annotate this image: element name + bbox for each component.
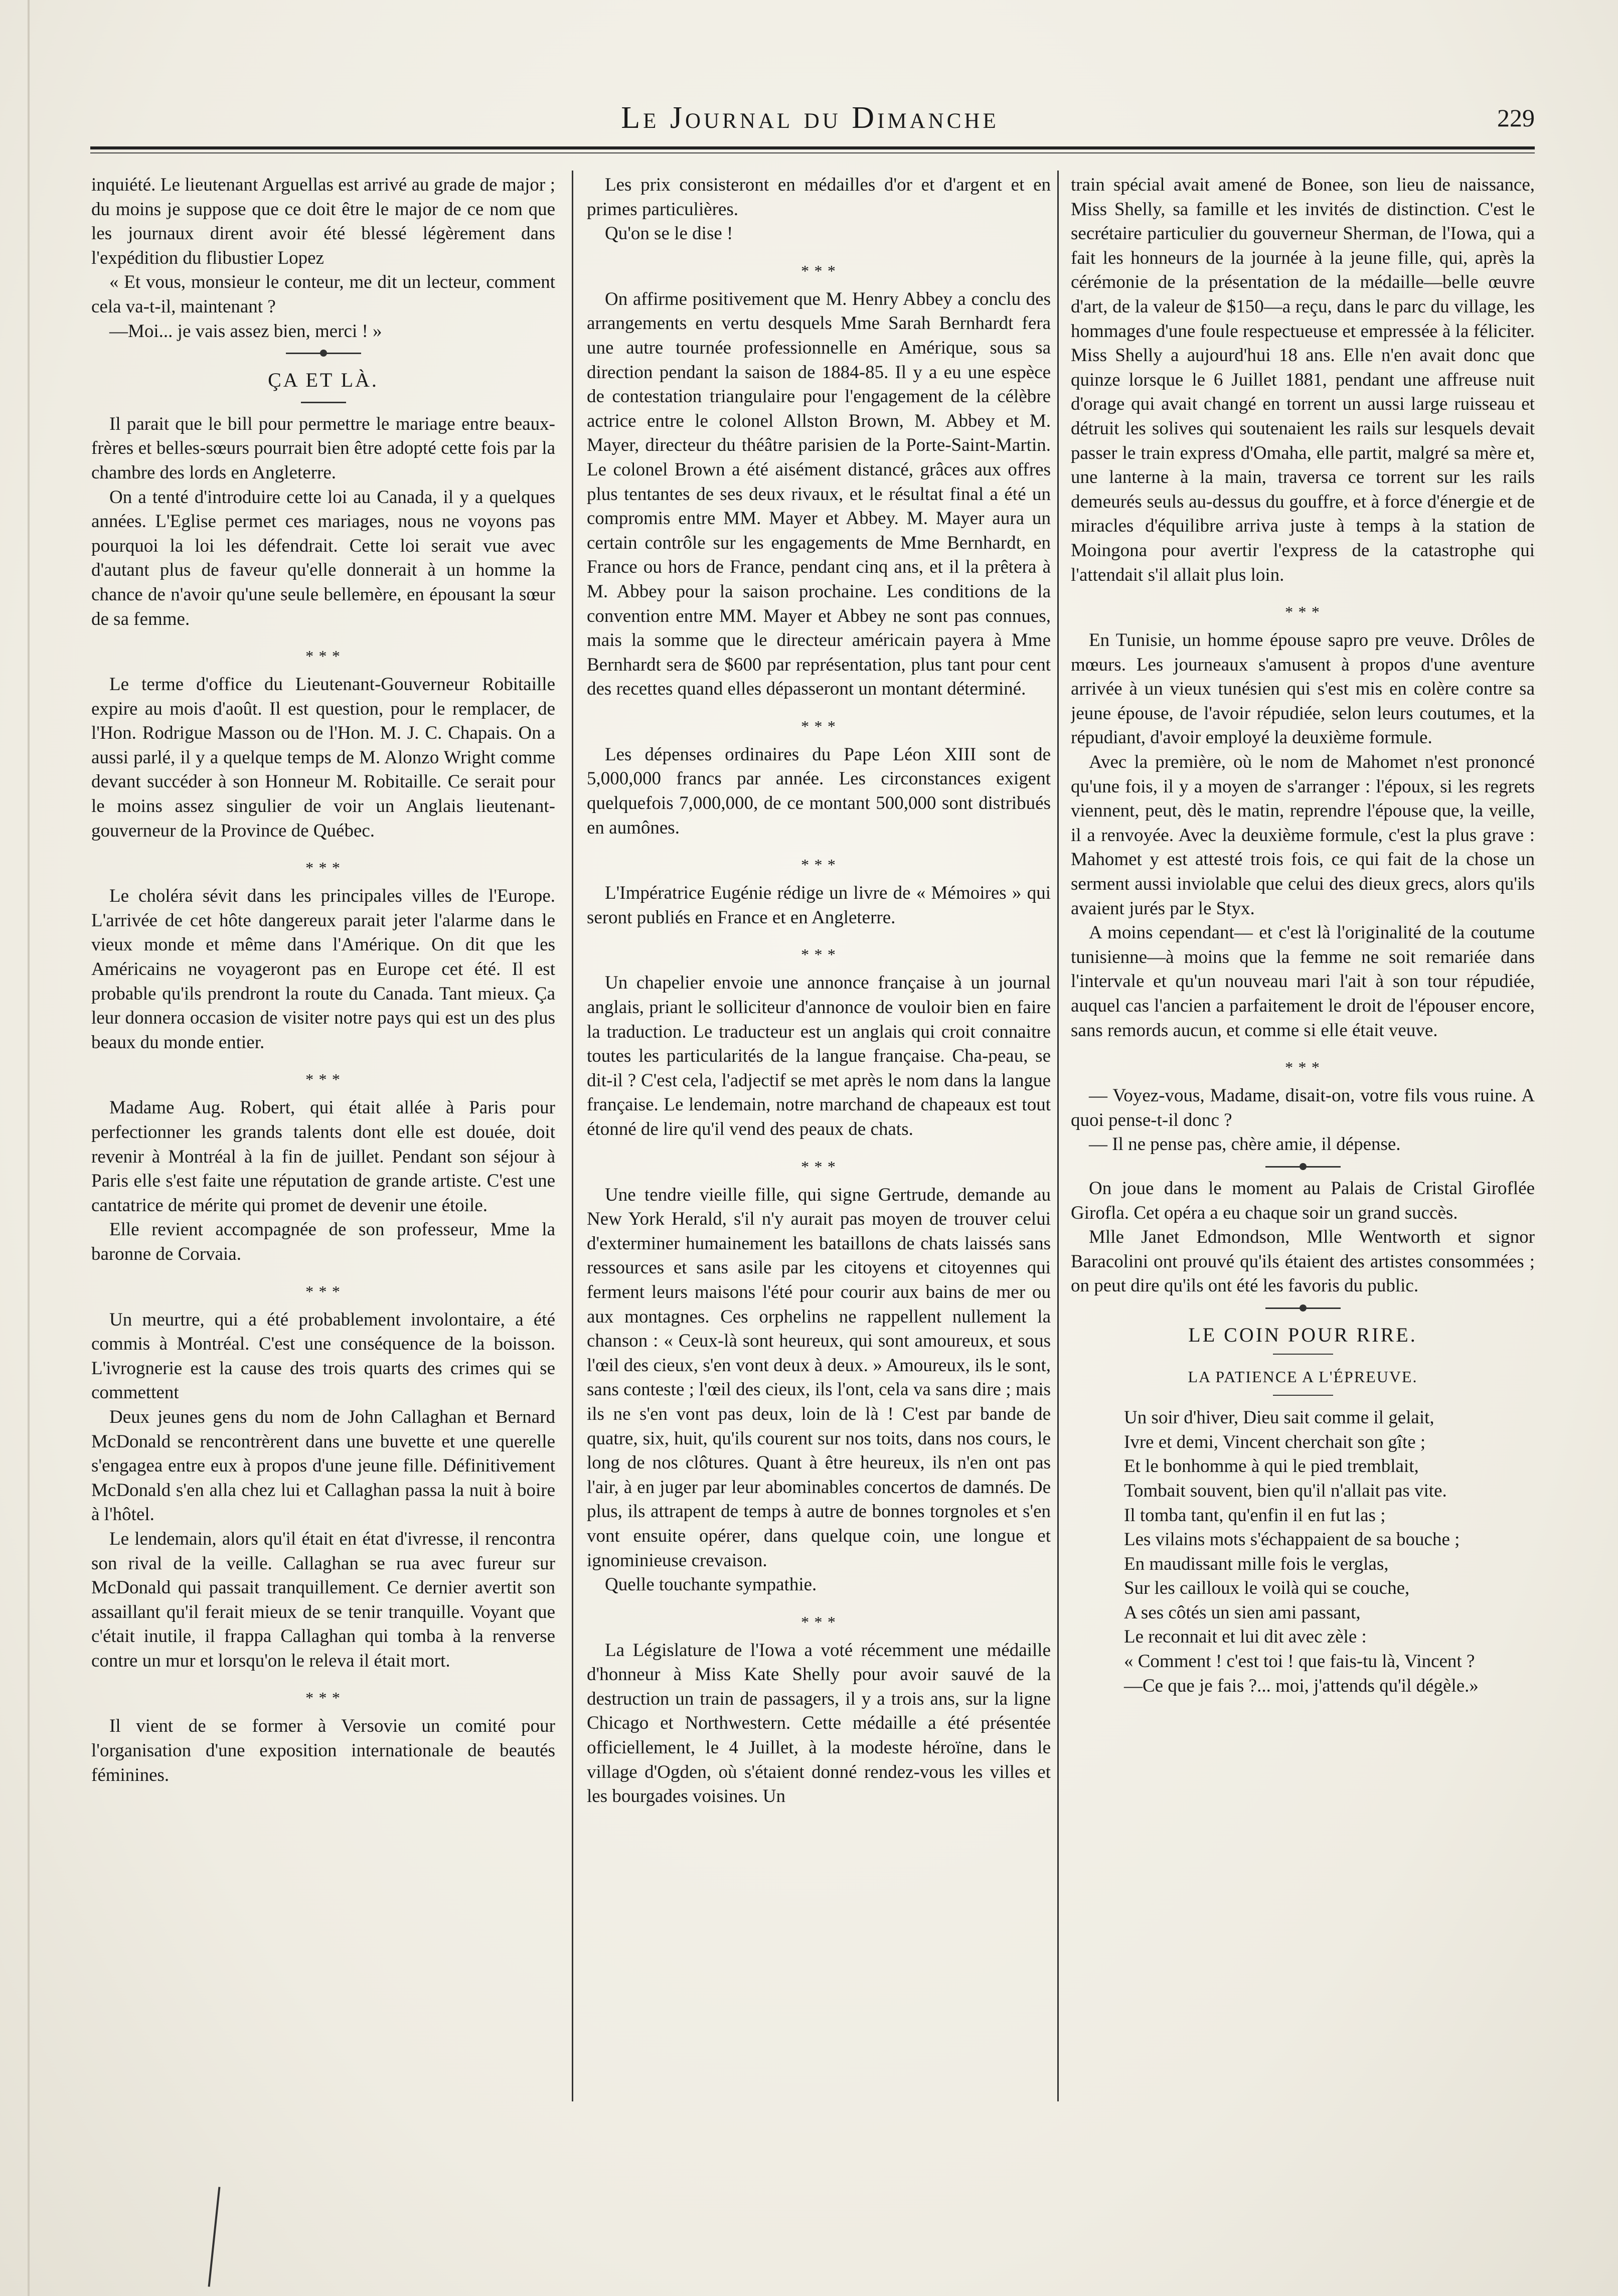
article-paragraph: Madame Aug. Robert, qui était allée à Paris pour perfectionner les grands talents dont elle est douée, doit revenir à Montréal à la fin de juillet. Pendant son séjour à Paris elle s'est faite une réputation de grande artiste. C'est une cantatrice de mérite qui promet de devenir une étoile. [91,1097,555,1216]
header-rule-thin [90,152,1535,153]
article-paragraph: Une tendre vieille fille, qui signe Gertrude, demande au New York Herald, s'il n'y aurait pas moyen de trouver celui d'exterminer humainement les bataillons de chats laissés sans ressources et sans asile par les citoyens et citoyennes qui ferment leurs maisons l'été pour courir aux bains de mer ou aux montagnes. Ces orphelins ne rappellent nullement la chanson : « Ceux-là sont heureux, qui sont amoureux, et sous l'œil des cieux, s'en vont deux à deux. » Amoureux, ils le sont, sans conteste ; l'œil des cieux, ils l'ont, cela va sans dire ; mais ils ne s'en vont pas deux, loin de là ! C'est par bande de quatre, six, huit, qu'ils courent sur nos toits, dans nos cours, le long de nos clôtures. Quant à être heureux, ils n'en ont pas l'air, à en juger par leur abominables concertos de damnés. De plus, ils attrapent de temps à autre de bonnes torgnoles et s'en vont ensuite opérer, dans quelque coin, une longue et ignominieuse crevaison. [587,1184,1051,1571]
asterism: * * * [801,945,837,964]
journal-title: Le Journal du Dimanche [621,101,999,135]
poem-line: « Comment ! c'est toi ! que fais-tu là, Vincent ? [1124,1651,1475,1672]
column-2 [587,173,1051,2204]
article-paragraph: Un chapelier envoie une annonce française à un journal anglais, priant le solliciteur d'annonce de vouloir bien en faire la traduction. Le traducteur est un anglais qui croit connaitre toutes les particularités de la langue française. Cha-peau, se dit-il ? C'est cela, l'adjectif se met après le nom dans la langue française. Le lendemain, notre marchand de chapeaux est tout étonné de lire qu'il vend des peaux de chats. [587,972,1051,1139]
section-separator [1265,1166,1341,1168]
asterism: * * * [305,647,341,666]
article-paragraph: On affirme positivement que M. Henry Abbey a conclu des arrangements en vertu desquels Mme Sarah Bernhardt fera une autre tournée professionnelle en Amérique, sous sa direction pendant la saison de 1884-85. Il y a eu une espèce de contestation triangulaire pour l'engagement de la célèbre actrice entre le colonel Allston Brown, M. Abbey et M. Mayer, directeur du théâtre parisien de la Porte-Saint-Martin. Le colonel Brown a été aisément distancé, grâces aux offres plus tentantes de ses deux rivaux, et le résultat final a été un compromis entre MM. Mayer et Abbey. M. Mayer aura un certain contrôle sur les engagements de Mme Bernhardt, en France ou hors de France, pendant cinq ans, et il la prêtera à M. Abbey pour la saison prochaine. Les conditions de la convention entre MM. Mayer et Abbey ne sont pas connues, mais la somme que le directeur américain payera à Mme Bernhardt sera de $600 par représentation, plus tant pour cent des recettes quand elles dépasseront un montant déterminé. [587,288,1051,700]
dialogue-line: — Il ne pense pas, chère amie, il dépense. [1089,1134,1401,1155]
section-separator [1265,1307,1341,1309]
article-paragraph: Elle revient accompagnée de son professeur, Mme la baronne de Corvaia. [91,1219,555,1264]
heading-underline [301,402,346,403]
article-paragraph: Avec la première, où le nom de Mahomet n'est prononcé qu'une fois, il y a moyen de s'arranger : l'époux, si les regrets viennent, peut, dès le matin, reprendre l'épouse que, la veille, il a renvoyée. Avec la deuxième formule, c'est la plus grave : Mahomet y est attesté trois fois, ce qui fait de la chose un serment aussi inviolable que celui des dieux grecs, alors qu'ils avaient jurés par le Styx. [1071,752,1535,919]
article-paragraph: Un meurtre, qui a été probablement involontaire, a été commis à Montréal. C'est une conséquence de la boisson. L'ivrognerie est la cause des trois quarts des crimes qui se commettent [91,1309,555,1403]
page-number: 229 [1497,104,1535,132]
poem-line: Et le bonhomme à qui le pied tremblait, [1124,1456,1419,1477]
asterism: * * * [801,717,837,735]
poem-line: Sur les cailloux le voilà qui se couche, [1124,1578,1410,1599]
article-paragraph: A moins cependant— et c'est là l'originalité de la coutume tunisienne—à moins que la femme ne soit remariée dans l'intervale et qu'un nouveau mari l'ait à son tour répudiée, auquel cas l'ancien a parfaitement le droit de l'épouser encore, sans remords aucun, et comme si elle était veuve. [1071,922,1535,1041]
article-paragraph: Les prix consisteront en médailles d'or et d'argent et en primes particulières. [587,175,1051,220]
article-paragraph: On a tenté d'introduire cette loi au Canada, il y a quelques années. L'Eglise permet ces mariages, nous ne voyons pas pourquoi la loi les défendrait. Cette loi serait vue avec d'autant plus de faveur qu'elle donnerait à un homme la chance de n'avoir qu'une seule bellemère, en épousant la sœur de sa femme. [91,486,555,629]
article-paragraph: Le lendemain, alors qu'il était en état d'ivresse, il rencontra son rival de la veille. Callaghan se rua avec fureur sur McDonald qui passait tranquillement. Ce dernier avertit son assaillant qu'il ferait mieux de se tenir tranquille. Voyant que c'était inutile, il frappa Callaghan qui tomba à la renverse contre un mur et lorsqu'on le releva il était mort. [91,1528,555,1671]
article-paragraph: Le terme d'office du Lieutenant-Gouverneur Robitaille expire au mois d'août. Il est question, pour le remplacer, de l'Hon. Rodrigue Masson ou de l'Hon. M. J. C. Chapais. On a aussi parlé, il y a quelque temps de M. Alonzo Wright comme devant succéder à son Honneur M. Robitaille. Ce serait pour le moins assez singulier de voir un Anglais lieutenant-gouverneur de la Province de Québec. [91,674,555,841]
article-paragraph: Le choléra sévit dans les principales villes de l'Europe. L'arrivée de cet hôte dangereux parait jeter l'alarme dans le vieux monde et même dans l'Amérique. On dit que les Américains ne voyageront pas en Europe cet été. Il est probable qu'ils prendront la route du Canada. Tant mieux. Ça leur donnera occasion de visiter notre pays qui est un des plus beaux du monde entier. [91,886,555,1053]
asterism: * * * [305,1282,341,1300]
poem-line: Le reconnait et lui dit avec zèle : [1124,1626,1367,1648]
asterism: * * * [801,856,837,874]
column-1 [91,173,555,2204]
asterism: * * * [305,1689,341,1707]
poem-line: —Ce que je fais ?... moi, j'attends qu'il dégèle.» [1124,1675,1479,1696]
asterism: * * * [801,261,837,280]
poem-line: Les vilains mots s'échappaient de sa bouche ; [1124,1529,1460,1550]
dialogue-line: — Voyez-vous, Madame, disait-on, votre fils vous ruine. A quoi pense-t-il donc ? [1071,1085,1535,1130]
article-paragraph: Quelle touchante sympathie. [605,1574,817,1595]
article-paragraph: —Moi... je vais assez bien, merci ! » [109,320,382,342]
section-heading: ÇA ET LÀ. [268,369,379,392]
page-edge-shadow [28,0,30,2296]
poem-line: Un soir d'hiver, Dieu sait comme il gelait, [1124,1407,1434,1428]
asterism: * * * [305,859,341,877]
article-paragraph: Qu'on se le dise ! [605,223,733,244]
column-3 [1071,173,1535,2204]
article-paragraph: La Législature de l'Iowa a voté récemment une médaille d'honneur à Miss Kate Shelly pour avoir sauvé de la destruction un train de passagers, il y a trois ans, sur la ligne Chicago et Northwestern. Cette médaille a été présentée officiellement, le 4 Juillet, à la modeste héroïne, dans le village d'Ogden, où s'étaient donné rendez-vous les villes et les bourgades voisines. Un [587,1639,1051,1807]
poem-line: A ses côtés un sien ami passant, [1124,1602,1361,1623]
article-paragraph: train spécial avait amené de Bonee, son lieu de naissance, Miss Shelly, sa famille et les invités de distinction. C'est le secrétaire particulier du gouverneur Sherman, de l'Iowa, qui a fait les honneurs de la journée à la jeune fille, qui, après la cérémonie de la présentation de la médaille—belle œuvre d'art, de la valeur de $150—a reçu, dans le parc du village, les hommages d'une foule respectueuse et empressée à la féliciter. Miss Shelly a aujourd'hui 18 ans. Elle n'en avait donc que quinze lorsque le 6 Juillet 1881, pendant une affreuse nuit d'orage qui avait changé en torrent un aussi large ruisseau et détruit les solives qui soutenaient les rails sur lesquels devait passer le train express d'Omaha, elle partit, malgré sa mère et, une lanterne à la main, traversa ce torrent sur les rails demeurés seuls au-dessus du gouffre, et à force d'énergie et de miracles d'équilibre arriva juste à temps à la station de Moingona pour avertir l'express de la catastrophe qui l'attendait s'il allait plus loin. [1071,175,1535,585]
article-paragraph: On joue dans le moment au Palais de Cristal Giroflée Girofla. Cet opéra a eu chaque soir un grand succès. [1071,1178,1535,1223]
section-heading: LE COIN POUR RIRE. [1188,1323,1417,1346]
asterism: * * * [801,1612,837,1631]
asterism: * * * [305,1070,341,1089]
article-paragraph: Les dépenses ordinaires du Pape Léon XIII sont de 5,000,000 francs par année. Les circonstances exigent quelquefois 7,000,000, de ce montant 500,000 sont distribués en aumônes. [587,744,1051,838]
column-divider [572,171,573,2101]
poem-line: Ivre et demi, Vincent cherchait son gîte ; [1124,1431,1426,1452]
section-separator [286,353,361,354]
poem-line: Il tomba tant, qu'enfin il en fut las ; [1124,1505,1386,1526]
article-paragraph: « Et vous, monsieur le conteur, me dit un lecteur, comment cela va-t-il, maintenant ? [91,272,555,317]
article-paragraph: En Tunisie, un homme épouse sapro pre veuve. Drôles de mœurs. Les journeaux s'amusent à propos d'une aventure arrivée à un vieux tunésien qui s'est mis en colère contre sa jeune épouse, de l'avoir répudiée, selon leurs coutumes, et la répudiant, d'avoir employé la deuxième formule. [1071,630,1535,748]
poem-title-underline [1273,1395,1333,1396]
article-paragraph: L'Impératrice Eugénie rédige un livre de « Mémoires » qui seront publiés en France et en Angleterre. [587,883,1051,928]
article-paragraph: Il parait que le bill pour permettre le mariage entre beaux-frères et belles-sœurs pourrait bien être adopté cette fois par la chambre des lords en Angleterre. [91,413,555,483]
article-paragraph: Mlle Janet Edmondson, Mlle Wentworth et signor Baracolini ont prouvé qu'ils étaient des artistes consommées ; on peut dire qu'ils ont été les favoris du public. [1071,1227,1535,1296]
article-paragraph: inquiété. Le lieutenant Arguellas est arrivé au grade de major ; du moins je suppose que ce doit être le major de ce nom que les journaux dirent avoir été blessé légèrement dans l'expédition du flibustier Lopez [91,175,555,268]
poem-line: En maudissant mille fois le verglas, [1124,1553,1389,1574]
asterism: * * * [1285,603,1321,621]
poem-title: LA PATIENCE A L'ÉPREUVE. [1188,1367,1418,1386]
article-paragraph: Il vient de se former à Versovie un comité pour l'organisation d'une exposition internationale de beautés féminines. [91,1716,555,1785]
column-divider [1057,171,1059,2101]
masthead [85,100,1535,140]
asterism: * * * [801,1157,837,1176]
heading-underline [1273,1354,1333,1355]
article-paragraph: Deux jeunes gens du nom de John Callaghan et Bernard McDonald se rencontrèrent dans une buvette et une querelle s'engagea entre eux à propos d'une jeune fille. Définitivement McDonald s'en alla chez lui et Callaghan passa la nuit à boire à l'hôtel. [91,1406,555,1525]
asterism: * * * [1285,1058,1321,1077]
poem-line: Tombait souvent, bien qu'il n'allait pas vite. [1124,1480,1447,1501]
header-rule [90,146,1535,149]
